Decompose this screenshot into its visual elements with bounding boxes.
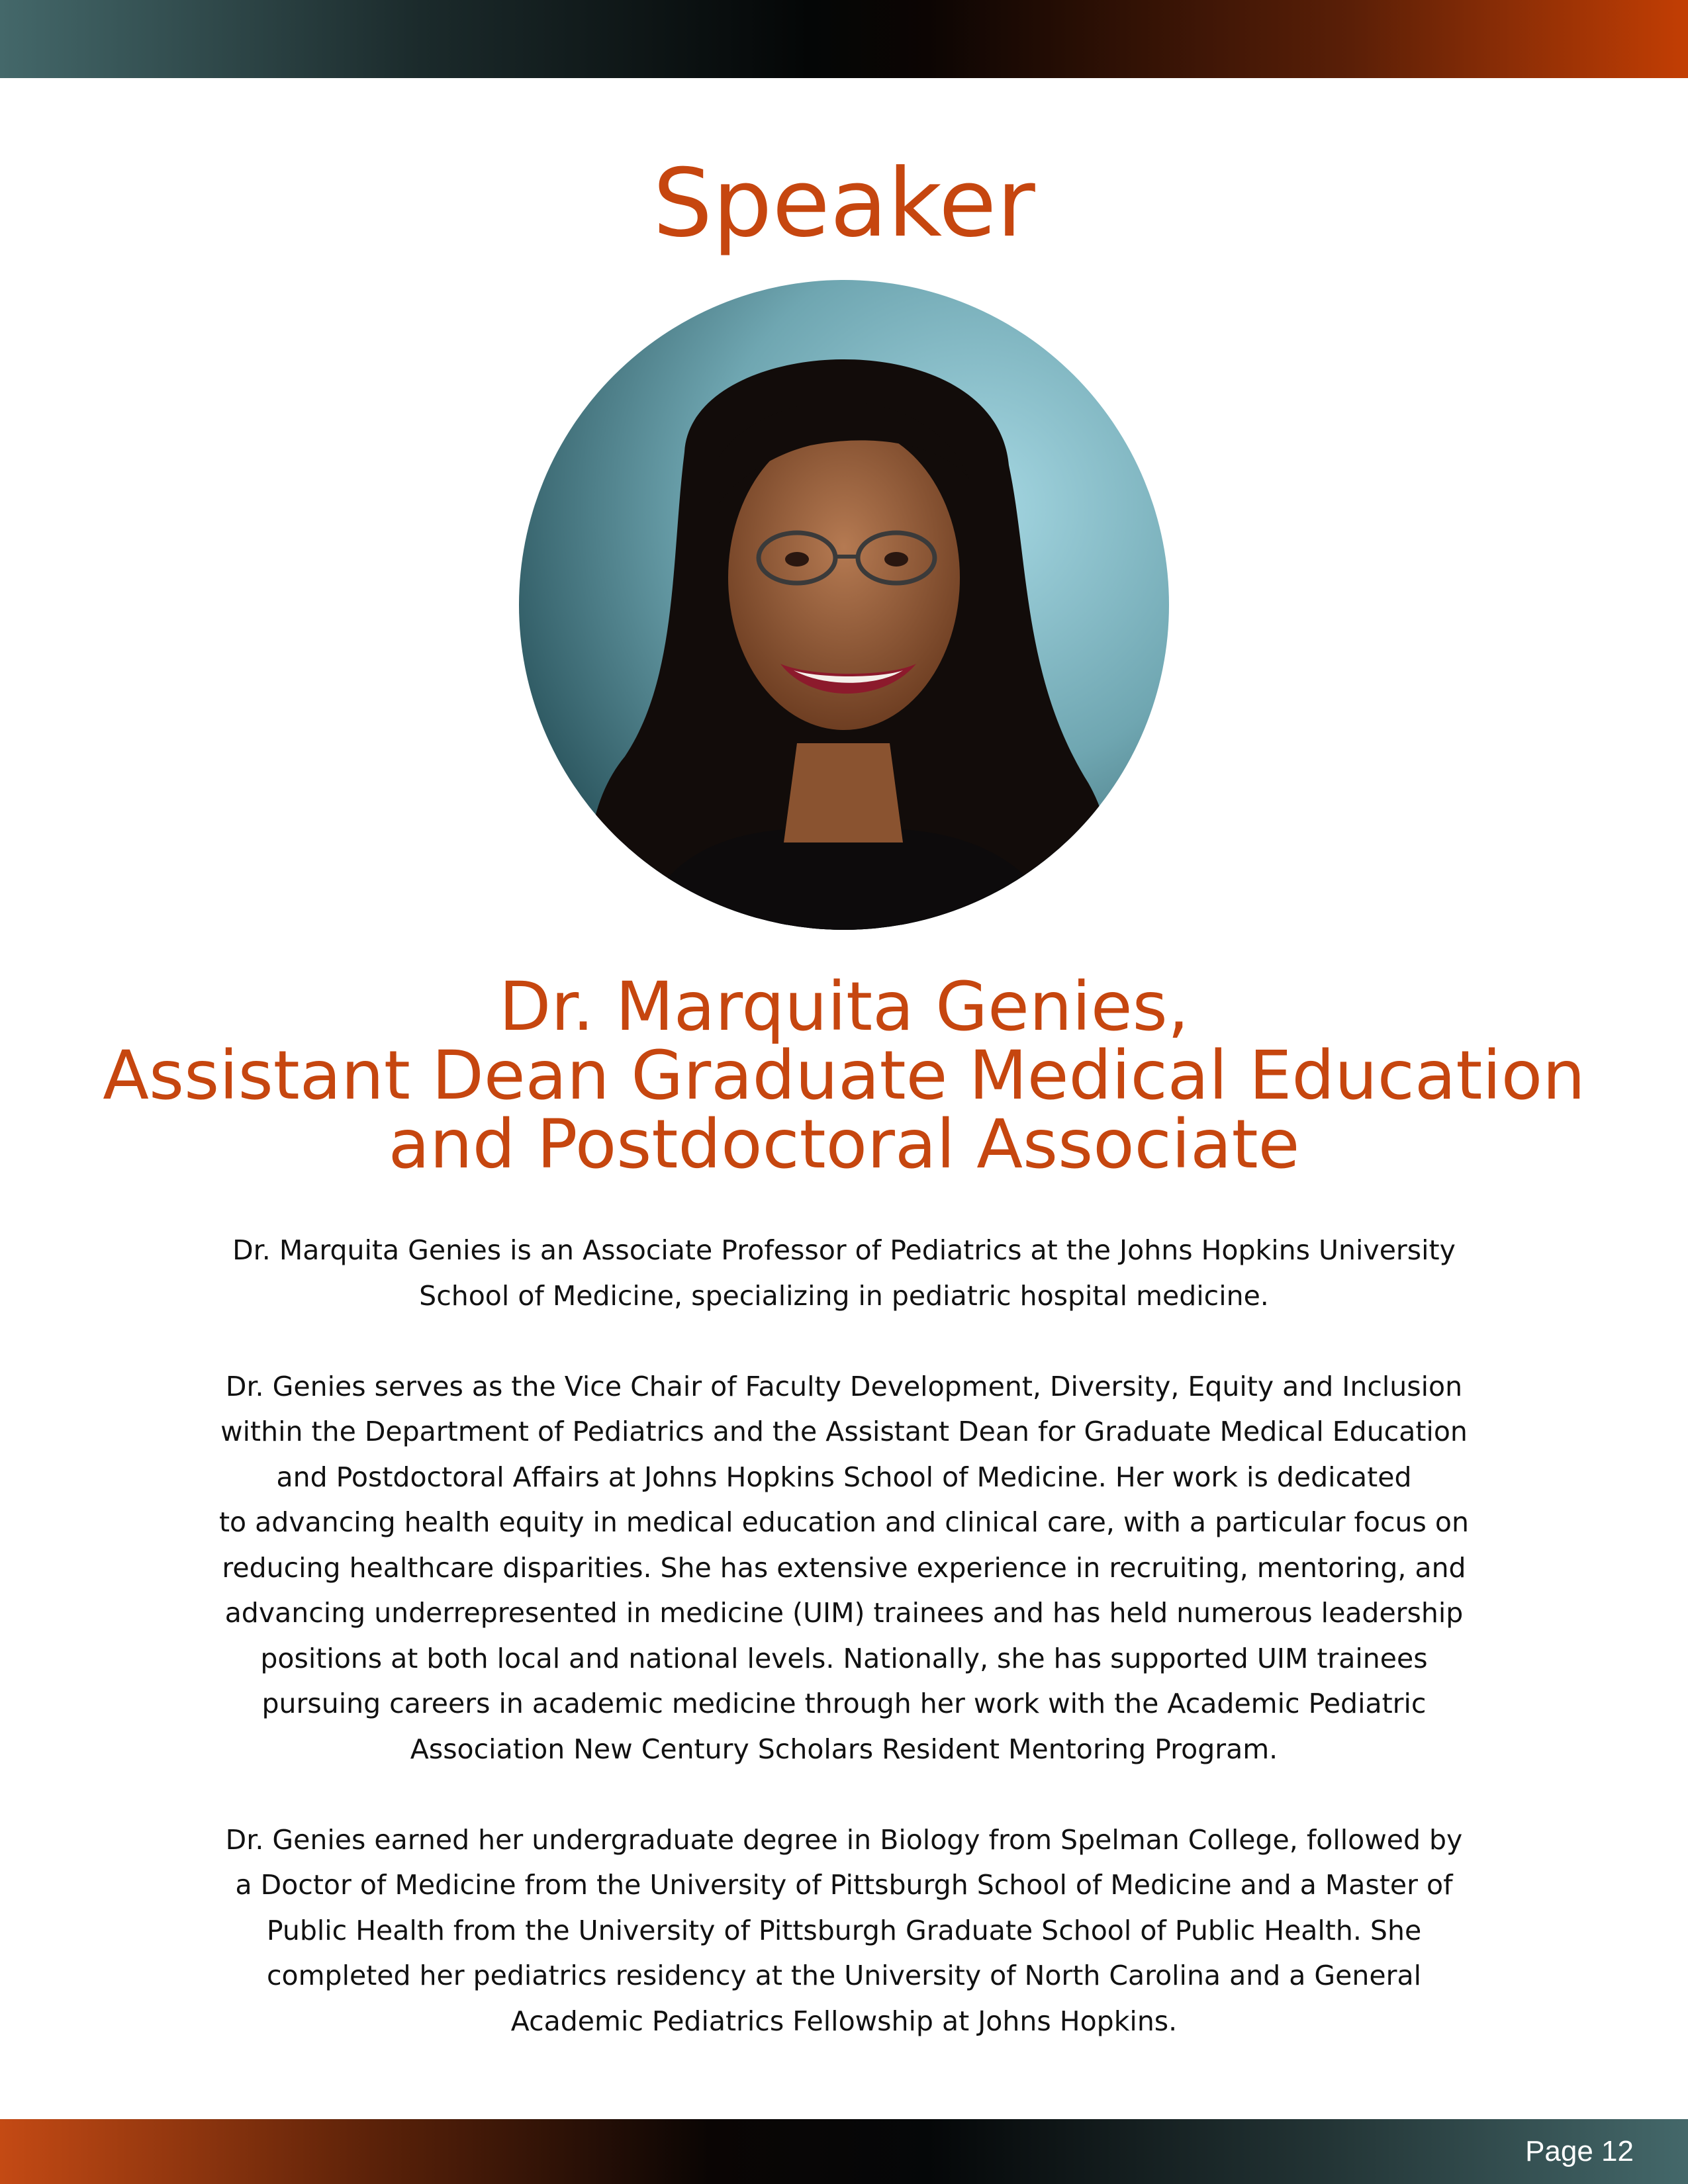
bio-line: pursuing careers in academic medicine through her work with the Academic Pediatric [261,1688,1427,1719]
bio-line: to advancing health equity in medical education and clinical care, with a particular focus on [218,1506,1470,1538]
bio-line: Academic Pediatrics Fellowship at Johns Hopkins. [510,2005,1178,2037]
bio-line: Public Health from the University of Pittsburgh Graduate School of Public Health. She [266,1914,1422,1946]
bio-line: Dr. Genies serves as the Vice Chair of Faculty Development, Diversity, Equity and Inclusion [225,1370,1463,1402]
page-number: Page 12 [1525,2135,1634,2167]
speaker-name: Dr. Marquita Genies, [498,968,1190,1046]
bio-line: reducing healthcare disparities. She has extensive experience in recruiting, mentoring, and [222,1551,1466,1584]
bio-line: Association New Century Scholars Resident Mentoring Program. [410,1733,1278,1765]
speaker-portrait [519,280,1169,930]
bio-line: completed her pediatrics residency at the University of North Carolina and a General [266,1960,1421,1991]
bio-line: advancing underrepresented in medicine (UIM) trainees and has held numerous leadership [224,1597,1464,1629]
bio-line: positions at both local and national levels. Nationally, she has supported UIM trainees [260,1642,1428,1674]
bio-line: within the Department of Pediatrics and the Assistant Dean for Graduate Medical Education [220,1416,1468,1447]
top-decorative-band [0,0,1688,78]
bio-line: Dr. Genies earned her undergraduate degree in Biology from Spelman College, followed by [225,1823,1463,1856]
bio-line: and Postdoctoral Affairs at Johns Hopkins School of Medicine. Her work is dedicated [276,1461,1412,1493]
bio-paragraph-3 [165,1817,1523,2044]
bio-line: a Doctor of Medicine from the University of Pittsburgh School of Medicine and a Master of [235,1869,1453,1901]
bio-paragraph-2 [165,1364,1523,1772]
speaker-bio [165,1228,1523,2089]
bio-line: Dr. Marquita Genies is an Associate Professor of Pediatrics at the Johns Hopkins University [232,1234,1456,1266]
speaker-title-line-2: and Postdoctoral Associate [388,1105,1300,1184]
portrait-image [519,280,1169,930]
speaker-name-title [0,968,1688,1184]
bottom-decorative-band [0,2119,1688,2184]
bio-paragraph-1 [165,1228,1523,1318]
page-heading: Speaker [653,149,1035,258]
bio-line: School of Medicine, specializing in pediatric hospital medicine. [419,1279,1269,1312]
speaker-title-line-1: Assistant Dean Graduate Medical Education [103,1036,1585,1115]
